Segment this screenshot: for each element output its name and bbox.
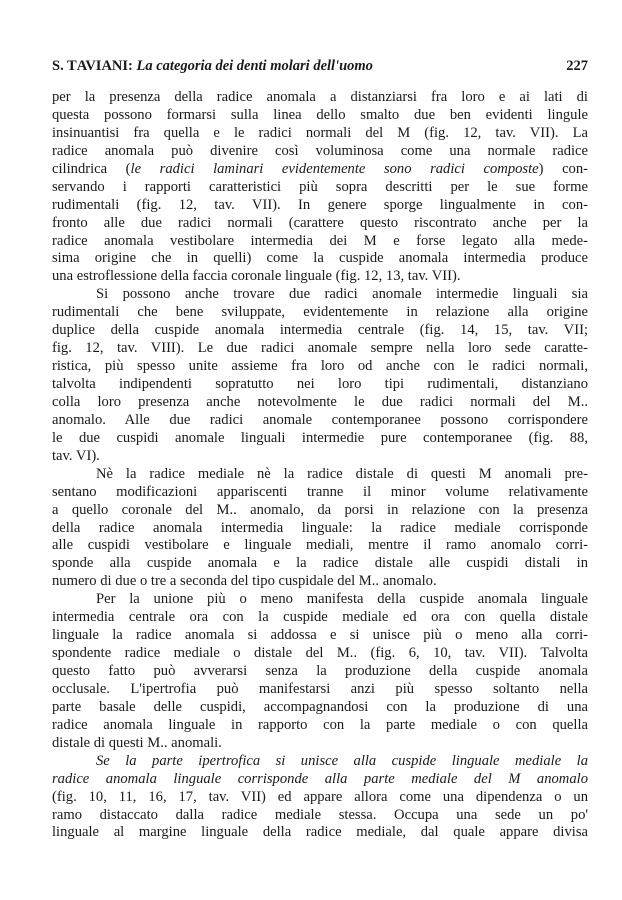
text-segment: Per la unione più o meno manifesta della cuspide anomala linguale bbox=[96, 591, 588, 608]
text-line bbox=[52, 681, 588, 699]
text-segment: rudimentali che bene sviluppate, evidentemente in relazione alla origine bbox=[52, 304, 588, 321]
text-line bbox=[52, 771, 588, 789]
text-segment: intermedia centrale ora con la cuspide mediale ed ora con quella distale bbox=[52, 609, 588, 626]
text-segment: ramo distaccato dalla radice mediale stessa. Occupa una sede un po' bbox=[52, 806, 588, 823]
text-segment: ristica, più spesso unite assieme fra loro od anche con le radici normali, bbox=[52, 358, 588, 375]
text-line bbox=[52, 412, 588, 430]
text-line bbox=[52, 717, 588, 735]
italic-text: le radici laminari evidentemente sono radici composte bbox=[130, 160, 539, 177]
italic-text: Se la parte ipertrofica si unisce alla cuspide linguale mediale la bbox=[96, 752, 588, 769]
text-segment: sentano modificazioni appariscenti tranne il minor volume relativamente bbox=[52, 483, 588, 500]
text-line bbox=[52, 268, 588, 286]
text-line bbox=[52, 215, 588, 233]
text-line bbox=[52, 197, 588, 215]
text-segment: colla loro presenza anche notevolmente le due radici normali del M.. bbox=[52, 393, 588, 410]
author-surname: AVIANI bbox=[76, 58, 129, 74]
text-segment: le due cuspidi anomale linguali intermedie pure contemporanee (fig. 88, bbox=[52, 429, 588, 446]
text-line bbox=[52, 789, 588, 807]
author-initial: S. T bbox=[52, 58, 77, 74]
text-segment: spondente radice mediale o distale del M.. (fig. 6, 10, tav. VII). Talvolta bbox=[52, 645, 588, 662]
text-line bbox=[52, 753, 588, 771]
text-line bbox=[52, 484, 588, 502]
text-segment: talvolta indipendenti sopratutto nei loro tipi rudimentali, distanziano bbox=[52, 376, 588, 392]
text-line bbox=[52, 555, 588, 573]
text-line bbox=[52, 466, 588, 484]
text-segment: questo fatto può avverarsi senza la produzione della cuspide anomala bbox=[52, 663, 588, 679]
running-header bbox=[52, 58, 588, 78]
paragraph bbox=[52, 89, 588, 286]
text-segment: una estroflessione della faccia coronale linguale (fig. 12, 13, tav. VII). bbox=[52, 268, 461, 285]
text-line bbox=[52, 609, 588, 627]
text-segment: sima origine che in quelli) come la cuspide anomala intermedia produce bbox=[52, 250, 588, 267]
text-segment: numero di due o tre a seconda del tipo cuspidale del M.. anomalo. bbox=[52, 573, 437, 590]
title-separator: : bbox=[128, 58, 137, 74]
text-line bbox=[52, 627, 588, 645]
text-segment: cilindrica ( bbox=[52, 160, 131, 177]
text-line bbox=[52, 663, 588, 681]
text-line bbox=[52, 340, 588, 358]
text-segment: ) con- bbox=[538, 160, 588, 177]
text-line bbox=[52, 430, 588, 448]
text-segment: fronto alle due radici normali (carattere questo riscontrato anche per la bbox=[52, 214, 588, 231]
text-line bbox=[52, 699, 588, 717]
text-segment: duplice della cuspide anomala intermedia centrale (fig. 14, 15, tav. VII; bbox=[52, 322, 588, 339]
text-segment: per la presenza della radice anomala a distanziarsi fra loro e ai lati di bbox=[52, 89, 588, 105]
text-segment: radice anomala vestibolare intermedia dei M e forse legato alla mede- bbox=[52, 232, 588, 249]
text-segment: rudimentali (fig. 12, tav. VII). In genere sporge lingualmente in con- bbox=[52, 196, 588, 213]
text-line bbox=[52, 233, 588, 251]
text-line bbox=[52, 250, 588, 268]
text-segment: insinuantisi fra quella e le radici normali del M (fig. 12, tav. VII). La bbox=[52, 124, 588, 141]
text-segment: tav. VI). bbox=[52, 447, 100, 464]
text-line bbox=[52, 107, 588, 125]
text-line bbox=[52, 591, 588, 609]
paragraph bbox=[52, 753, 588, 843]
text-segment: distale di questi M.. anomali. bbox=[52, 734, 222, 751]
text-segment: sponde alla cuspide anomala e la radice distale alle cuspidi distali in bbox=[52, 555, 588, 572]
text-line bbox=[52, 358, 588, 376]
text-line bbox=[52, 304, 588, 322]
text-segment: fig. 12, tav. VIII). Le due radici anomale sempre nella loro sede caratte- bbox=[52, 340, 588, 357]
text-segment: alle cuspidi vestibolare e linguale mediali, mentre il ramo anomalo corri- bbox=[52, 537, 588, 554]
body-text bbox=[52, 89, 588, 842]
text-line bbox=[52, 807, 588, 825]
text-line bbox=[52, 824, 588, 842]
text-line bbox=[52, 89, 588, 107]
text-line bbox=[52, 143, 588, 161]
text-segment: linguale la radice anomala si addossa e si unisce più o meno alla corri- bbox=[52, 627, 588, 644]
paragraph bbox=[52, 591, 588, 752]
text-line bbox=[52, 735, 588, 753]
text-line bbox=[52, 502, 588, 520]
text-segment: a quello coronale del M.. anomalo, da porsi in relazione con la presenza bbox=[52, 501, 588, 518]
text-line bbox=[52, 179, 588, 197]
text-line bbox=[52, 394, 588, 412]
italic-text: radice anomala linguale corrisponde alla parte mediale del M anomalo bbox=[52, 770, 588, 787]
text-line bbox=[52, 448, 588, 466]
text-segment: Nè la radice mediale nè la radice distale di questi M anomali pre- bbox=[96, 465, 588, 482]
text-line bbox=[52, 286, 588, 304]
text-segment: Si possono anche trovare due radici anomale intermedie linguali sia bbox=[96, 286, 588, 303]
text-segment: (fig. 10, 11, 16, 17, tav. VII) ed appare allora come una dipendenza o un bbox=[52, 788, 588, 805]
running-title bbox=[52, 58, 373, 75]
text-line bbox=[52, 322, 588, 340]
text-segment: radice anomala può divenire così voluminosa come una normale radice bbox=[52, 142, 588, 159]
text-segment: occlusale. L'ipertrofia può manifestarsi anzi più spesso soltanto nella bbox=[52, 680, 588, 697]
text-line bbox=[52, 520, 588, 538]
text-segment: servando i rapporti caratteristici più sopra descritti per le sue forme bbox=[52, 178, 588, 195]
text-line bbox=[52, 161, 588, 179]
text-line bbox=[52, 376, 588, 394]
text-segment: della radice anomala intermedia linguale: la radice mediale corrisponde bbox=[52, 519, 588, 536]
text-line bbox=[52, 645, 588, 663]
paragraph bbox=[52, 286, 588, 465]
paragraph bbox=[52, 466, 588, 592]
text-segment: linguale al margine linguale della radice mediale, dal quale appare divisa bbox=[52, 824, 588, 841]
text-segment: parte basale delle cuspidi, accompagnandosi con la produzione di una bbox=[52, 698, 588, 715]
text-segment: anomalo. Alle due radici anomale contemporanee possono corrispondere bbox=[52, 411, 588, 428]
text-segment: radice anomala linguale in rapporto con la parte mediale o con quella bbox=[52, 716, 588, 733]
text-line bbox=[52, 125, 588, 143]
text-line bbox=[52, 537, 588, 555]
article-title: La categoria dei denti molari dell'uomo bbox=[136, 58, 373, 74]
text-segment: questa possono formarsi sulla linea dello smalto due ben evidenti lingule bbox=[52, 106, 588, 123]
text-line bbox=[52, 573, 588, 591]
page-number: 227 bbox=[566, 58, 588, 74]
